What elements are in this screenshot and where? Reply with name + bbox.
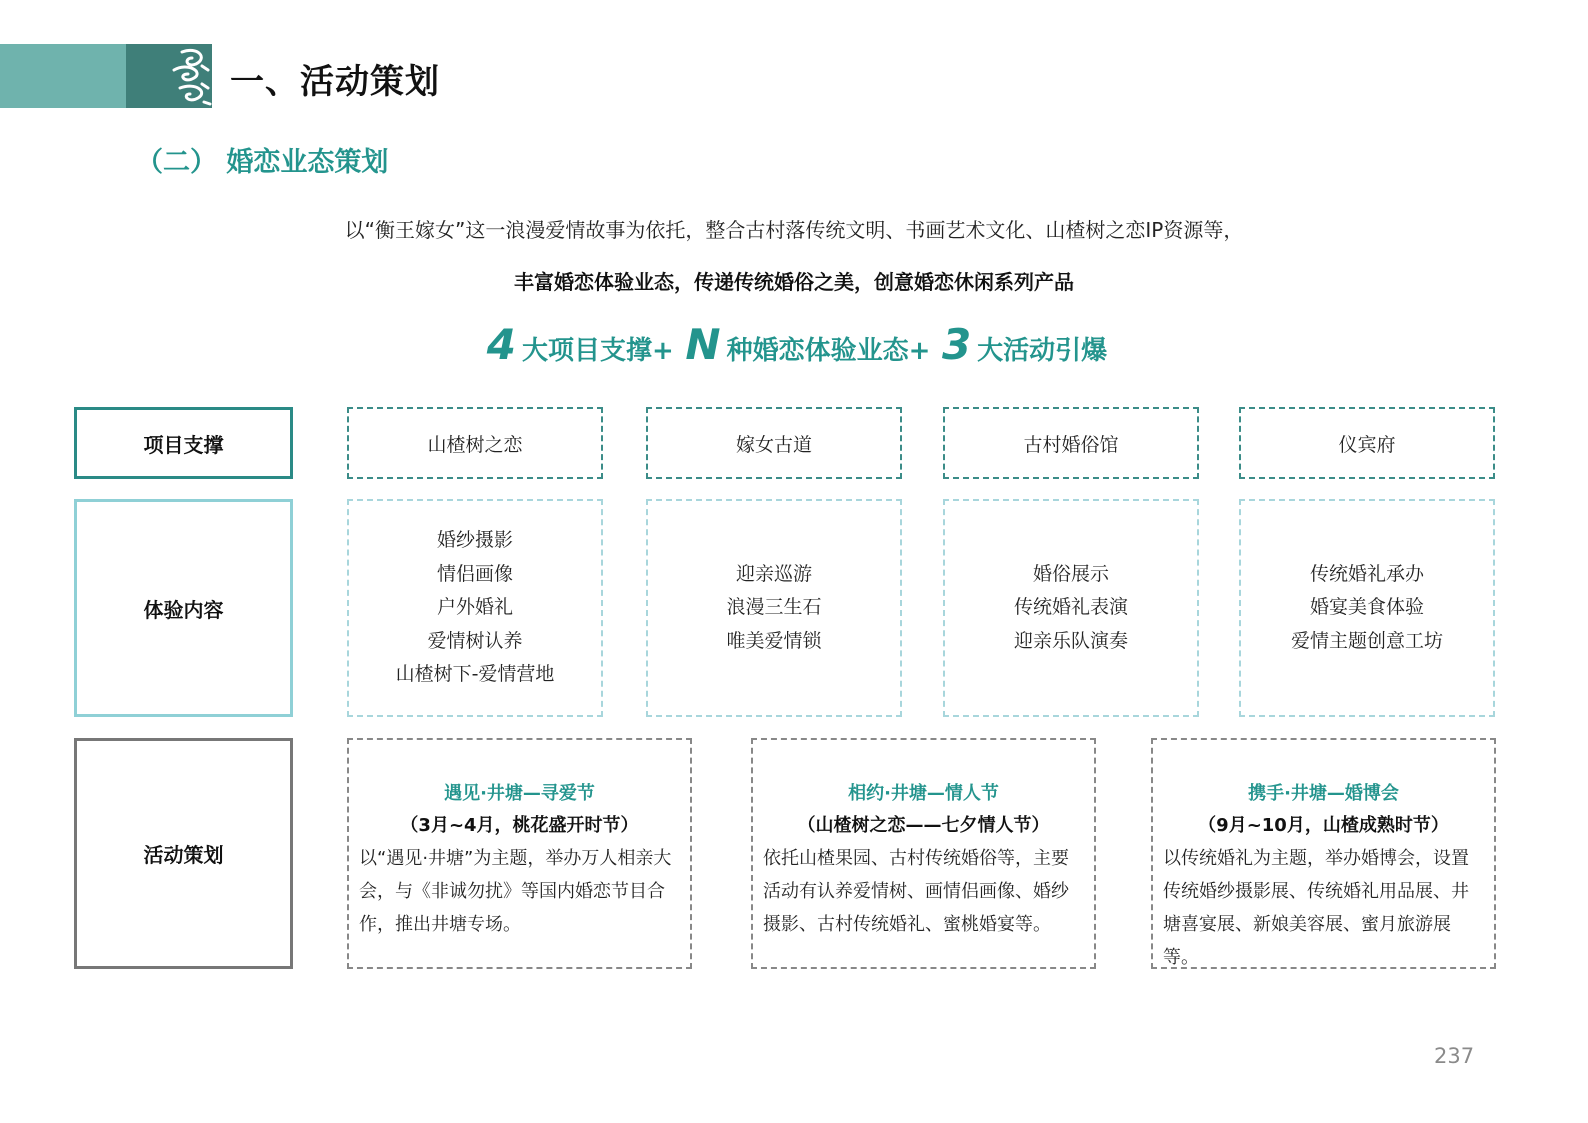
slogan-text-3: 大活动引爆 xyxy=(977,336,1108,366)
activity-subtitle: （山楂树之恋——七夕情人节） xyxy=(797,815,1050,836)
experience-item: 婚宴美食体验 xyxy=(1309,596,1424,619)
slogan-text-2: 种婚恋体验业态+ xyxy=(726,336,931,366)
experience-item: 情侣画像 xyxy=(436,562,513,585)
activity-title: 携手·井塘—婚博会 xyxy=(1248,783,1399,804)
activity-title: 遇见·井塘—寻爱节 xyxy=(444,783,595,804)
experience-item: 爱情树认养 xyxy=(427,629,523,652)
header-band-light xyxy=(0,44,126,108)
activity-box xyxy=(751,738,1096,969)
project-box: 山楂树之恋 xyxy=(347,407,603,479)
slogan-number-1: 4 xyxy=(486,320,517,369)
activity-body: 依托山楂果园、古村传统婚俗等，主要活动有认养爱情树、画情侣画像、婚纱摄影、古村传统婚礼、蜜桃婚宴等。 xyxy=(763,848,1069,935)
activity-body: 以传统婚礼为主题，举办婚博会，设置传统婚纱摄影展、传统婚礼用品展、井塘喜宴展、新娘美容展、蜜月旅游展等。 xyxy=(1163,848,1469,968)
cloud-ornament-icon xyxy=(168,44,212,108)
experience-box xyxy=(347,499,603,717)
experience-item: 迎亲乐队演奏 xyxy=(1013,629,1128,652)
experience-item: 浪漫三生石 xyxy=(726,596,822,619)
slogan xyxy=(0,320,1588,369)
activity-subtitle: （9月~10月，山楂成熟时节） xyxy=(1198,815,1449,836)
activity-title: 相约·井塘—情人节 xyxy=(848,783,999,804)
section-subtitle: （二） 婚恋业态策划 xyxy=(136,147,389,178)
slogan-text-1: 大项目支撑+ xyxy=(522,336,674,366)
experience-box xyxy=(1239,499,1495,717)
page-number: 237 xyxy=(1434,1044,1475,1068)
experience-box xyxy=(943,499,1199,717)
project-box: 古村婚俗馆 xyxy=(943,407,1199,479)
experience-item: 户外婚礼 xyxy=(436,596,513,619)
project-box: 仪宾府 xyxy=(1239,407,1495,479)
slogan-number-3: 3 xyxy=(941,320,972,369)
row-label-experiences: 体验内容 xyxy=(74,499,293,717)
page-title: 一、活动策划 xyxy=(230,62,440,102)
project-box: 嫁女古道 xyxy=(646,407,902,479)
experience-item: 婚纱摄影 xyxy=(436,529,513,552)
activity-body: 以“遇见·井塘”为主题，举办万人相亲大会，与《非诚勿扰》等国内婚恋节目合作，推出井塘专场。 xyxy=(359,848,672,935)
activity-subtitle: （3月~4月，桃花盛开时节） xyxy=(400,815,639,836)
experience-item: 唯美爱情锁 xyxy=(726,629,822,652)
row-label-activities: 活动策划 xyxy=(74,738,293,969)
experience-item: 婚俗展示 xyxy=(1032,562,1109,585)
experience-item: 山楂树下-爱情营地 xyxy=(395,663,555,686)
slogan-number-2: N xyxy=(685,320,721,369)
intro-line-2: 丰富婚恋体验业态，传递传统婚俗之美，创意婚恋休闲系列产品 xyxy=(514,270,1074,294)
experience-item: 爱情主题创意工坊 xyxy=(1290,629,1443,652)
intro-line-1: 以“衡王嫁女”这一浪漫爱情故事为依托，整合古村落传统文明、书画艺术文化、山楂树之恋IP资源等， xyxy=(344,218,1244,242)
activity-box xyxy=(1151,738,1496,969)
experience-item: 迎亲巡游 xyxy=(735,562,812,585)
row-label-projects: 项目支撑 xyxy=(74,407,293,479)
experience-box xyxy=(646,499,902,717)
experience-item: 传统婚礼承办 xyxy=(1309,562,1424,585)
experience-item: 传统婚礼表演 xyxy=(1013,596,1128,619)
activity-box xyxy=(347,738,692,969)
header-band-dark xyxy=(126,44,212,108)
